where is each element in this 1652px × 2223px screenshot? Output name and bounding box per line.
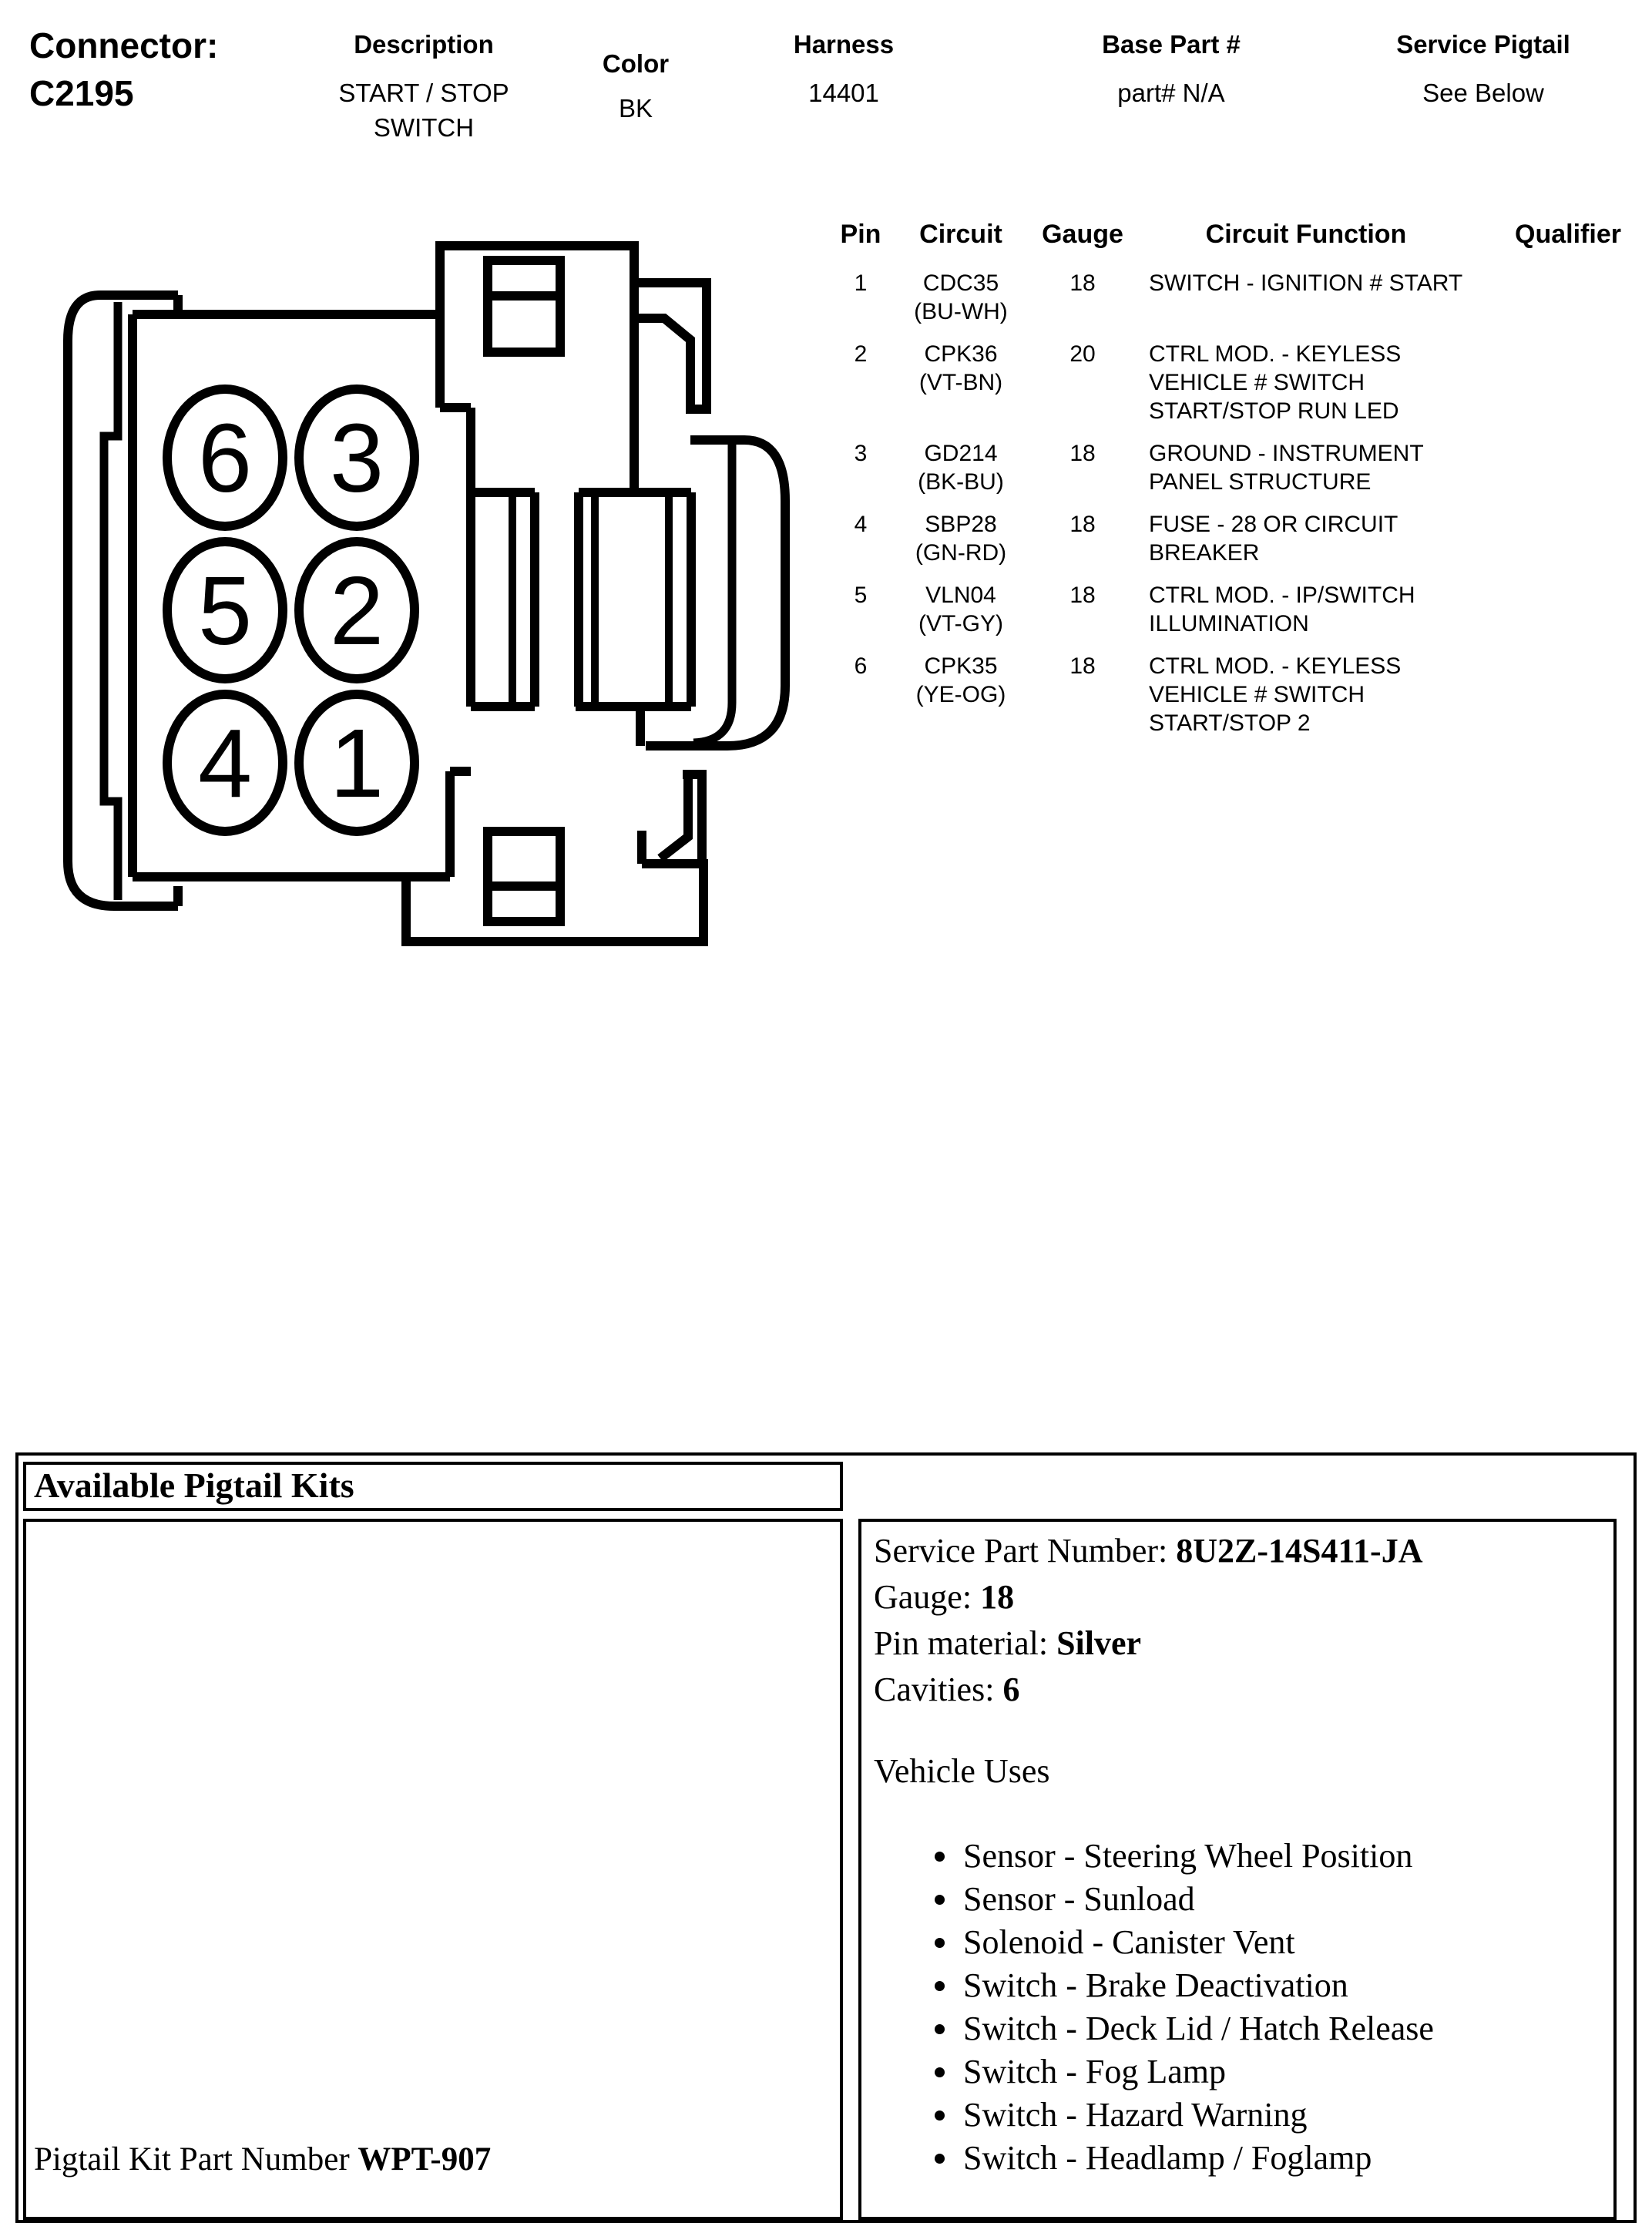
gauge-line: Gauge: 18 [874, 1578, 1015, 1616]
function-cell: CTRL MOD. - KEYLESS VEHICLE # SWITCH START/STOP 2 [1149, 653, 1402, 736]
harness-label: Harness [793, 30, 895, 59]
circuit-cell: CPK35 (YE-OG) [915, 653, 1006, 707]
description-value: START / STOP SWITCH [338, 79, 509, 142]
pin-number-2: 2 [329, 556, 384, 665]
pin-table-header-qualifier: Qualifier [1515, 220, 1621, 249]
function-cell: FUSE - 28 OR CIRCUIT BREAKER [1149, 512, 1398, 566]
color-value: BK [618, 94, 653, 123]
bumper-inner-line [693, 440, 732, 743]
qualifier-cell [1483, 340, 1652, 425]
pin-number-5: 5 [197, 556, 253, 665]
pin-cell: 2 [854, 341, 868, 367]
circuit-cell: CDC35 (BU-WH) [914, 270, 1008, 324]
circuit-cell: CPK36 (VT-BN) [918, 341, 1003, 395]
pin-number-1: 1 [329, 709, 384, 818]
circuit-cell: SBP28 (GN-RD) [915, 512, 1007, 566]
qualifier-cell [1483, 652, 1652, 737]
vehicle-use-item: • Solenoid - Canister Vent [960, 1921, 1606, 1964]
service-part-column [858, 1462, 1617, 2220]
cavities-line: Cavities: 6 [874, 1671, 1020, 1708]
pigtail-kit-part-line [34, 2140, 491, 2180]
vehicle-use-item: • Switch - Hazard Warning [960, 2094, 1606, 2137]
rail-left [471, 492, 535, 707]
header-col-base-part [1063, 29, 1279, 110]
bottom-slot [488, 831, 560, 922]
gauge-cell: 20 [1069, 341, 1096, 367]
pin-table-header-circuit: Circuit [919, 220, 1002, 249]
vehicle-use-item: • Switch - Headlamp / Foglamp [960, 2137, 1606, 2180]
function-cell: GROUND - INSTRUMENT PANEL STRUCTURE [1149, 441, 1424, 495]
top-slot [488, 260, 560, 352]
service-gauge: 18 [980, 1578, 1015, 1616]
connector-drawing-svg [0, 0, 824, 986]
pin-cell: 4 [854, 512, 868, 537]
pin-table-header-function: Circuit Function [1205, 220, 1407, 249]
vehicle-use-item: • Sensor - Steering Wheel Position [960, 1835, 1606, 1878]
base-part-label: Base Part # [1102, 30, 1241, 59]
circuit-cell: VLN04 (VT-GY) [918, 583, 1003, 636]
pigtail-kit-box [23, 1519, 843, 2220]
pin-number-3: 3 [329, 404, 384, 512]
pin-number-4: 4 [197, 709, 253, 818]
bottom-hook [660, 774, 702, 861]
function-cell: CTRL MOD. - KEYLESS VEHICLE # SWITCH START/STOP RUN LED [1149, 341, 1402, 424]
gauge-cell: 18 [1069, 583, 1096, 608]
top-hook [634, 283, 707, 409]
qualifier-cell [1483, 581, 1652, 638]
description-label: Description [354, 30, 494, 59]
qualifier-cell [1483, 269, 1652, 326]
connector-id: C2195 [29, 73, 134, 113]
pin-numbers [198, 404, 384, 818]
vehicle-uses-title: Vehicle Uses [874, 1752, 1050, 1790]
rail-right-inner [595, 497, 669, 703]
vehicle-use-item: • Switch - Brake Deactivation [960, 1964, 1606, 2007]
pin-number-6: 6 [197, 404, 253, 512]
bracket-outline [68, 295, 178, 906]
function-cell: SWITCH - IGNITION # START [1149, 270, 1463, 296]
pin-cell: 5 [854, 583, 868, 608]
gauge-cell: 18 [1069, 512, 1096, 537]
pin-table-header-gauge: Gauge [1042, 220, 1123, 249]
color-label: Color [602, 49, 670, 78]
qualifier-cell [1483, 439, 1652, 496]
harness-value: 14401 [808, 79, 879, 107]
service-pigtail-label: Service Pigtail [1396, 30, 1570, 59]
vehicle-use-item: • Switch - Fog Lamp [960, 2050, 1606, 2094]
pigtail-kit-part-label: Pigtail Kit Part Number [34, 2141, 350, 2178]
service-part-number: 8U2Z-14S411-JA [1176, 1532, 1423, 1570]
pin-table [836, 218, 1652, 737]
service-cavities: 6 [1002, 1671, 1020, 1708]
service-pin-material: Silver [1056, 1624, 1142, 1662]
service-part-box [858, 1519, 1617, 2220]
circuit-cell: GD214 (BK-BU) [918, 441, 1004, 495]
service-part-number-line: Service Part Number: 8U2Z-14S411-JA [874, 1532, 1423, 1570]
service-pigtail-value: See Below [1422, 79, 1544, 107]
vehicle-use-item: • Sensor - Sunload [960, 1878, 1606, 1921]
connector-label: Connector: [29, 25, 219, 65]
connector-outline [68, 246, 785, 942]
vehicle-uses-list [874, 1835, 1606, 2180]
bracket-inner-line [104, 302, 118, 900]
pin-cell: 3 [854, 441, 868, 466]
pin-cell: 6 [854, 653, 868, 679]
connector-diagram [0, 0, 824, 986]
vehicle-use-item: • Switch - Deck Lid / Hatch Release [960, 2007, 1606, 2050]
function-cell: CTRL MOD. - IP/SWITCH ILLUMINATION [1149, 583, 1415, 636]
gauge-cell: 18 [1069, 653, 1096, 679]
available-pigtail-kits-header: Available Pigtail Kits [23, 1462, 843, 1511]
pin-material-line: Pin material: Silver [874, 1624, 1142, 1662]
pin-table-header-pin: Pin [840, 220, 881, 249]
qualifier-cell [1483, 510, 1652, 567]
gauge-cell: 18 [1069, 441, 1096, 466]
base-part-value: part# N/A [1117, 79, 1225, 107]
pigtail-section [15, 1452, 1637, 2223]
gauge-cell: 18 [1069, 270, 1096, 296]
pigtail-kit-part-number: WPT-907 [358, 2141, 492, 2178]
pigtail-kits-column [23, 1462, 843, 2220]
header-col-service-pigtail [1379, 29, 1587, 110]
pin-cell: 1 [854, 270, 868, 296]
